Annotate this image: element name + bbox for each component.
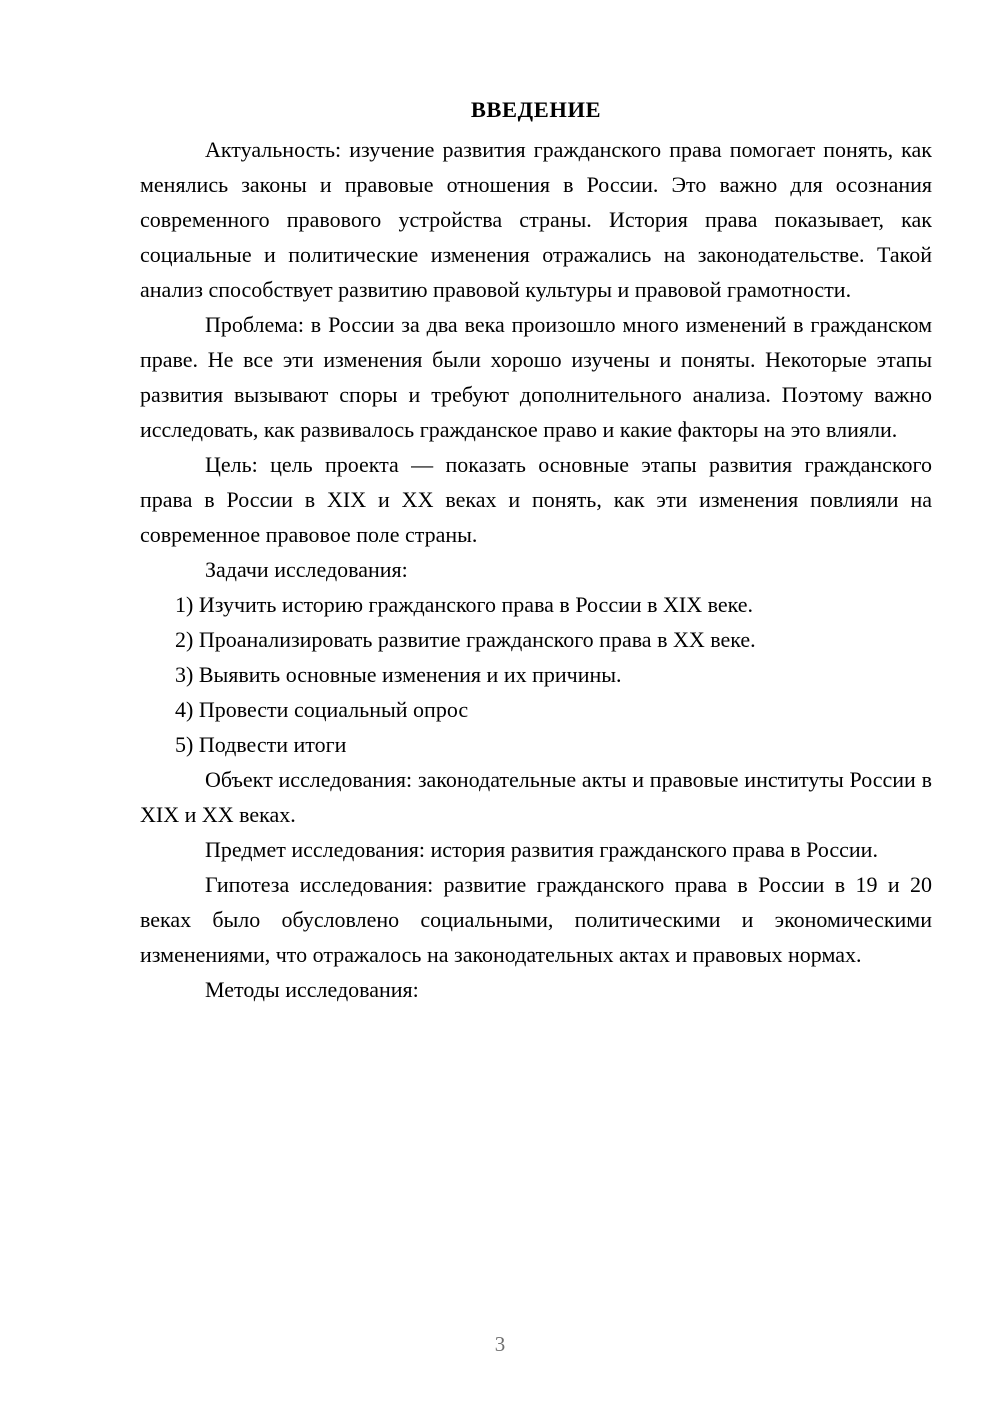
list-item: 4) Провести социальный опрос <box>175 697 469 722</box>
tasks-list <box>140 587 932 762</box>
page-number: 3 <box>494 1332 506 1356</box>
page-title: ВВЕДЕНИЕ <box>470 97 602 122</box>
paragraph-goal: Цель: цель проекта — показать основные этапы развития гражданского права в России в XIX и XX веках и понять, как эти изменения повлияли на современное правовое поле страны. <box>140 452 932 547</box>
list-item: 2) Проанализировать развитие гражданского права в XX веке. <box>175 627 756 652</box>
tasks-label: Задачи исследования: <box>205 557 408 582</box>
paragraph-subject: Предмет исследования: история развития гражданского права в России. <box>205 837 878 862</box>
paragraph-object: Объект исследования: законодательные акты и правовые институты России в XIX и XX веках. <box>140 767 932 827</box>
list-item: 3) Выявить основные изменения и их причины. <box>175 662 622 687</box>
methods-label: Методы исследования: <box>205 977 419 1002</box>
paragraph-problem: Проблема: в России за два века произошло много изменений в гражданском праве. Не все эти изменения были хорошо изучены и поняты. Некоторые этапы развития вызывают споры и требуют дополнительного анализа. Поэтому важно исследовать, как развивалось гражданское право и какие факторы на это влияли. <box>140 312 932 442</box>
list-item: 5) Подвести итоги <box>175 732 347 757</box>
list-item: 1) Изучить историю гражданского права в России в XIX веке. <box>175 592 754 617</box>
document-body <box>140 92 932 1007</box>
paragraph-relevance: Актуальность: изучение развития гражданского права помогает понять, как менялись законы и правовые отношения в России. Это важно для осознания современного правового устройства страны. История права показывает, как социальные и политические изменения отражались на законодательстве. Такой анализ способствует развитию правовой культуры и правовой грамотности. <box>140 137 932 302</box>
paragraph-hypothesis: Гипотеза исследования: развитие гражданского права в России в 19 и 20 веках было обусловлено социальными, политическими и экономическими изменениями, что отражалось на законодательных актах и правовых нормах. <box>140 872 932 967</box>
